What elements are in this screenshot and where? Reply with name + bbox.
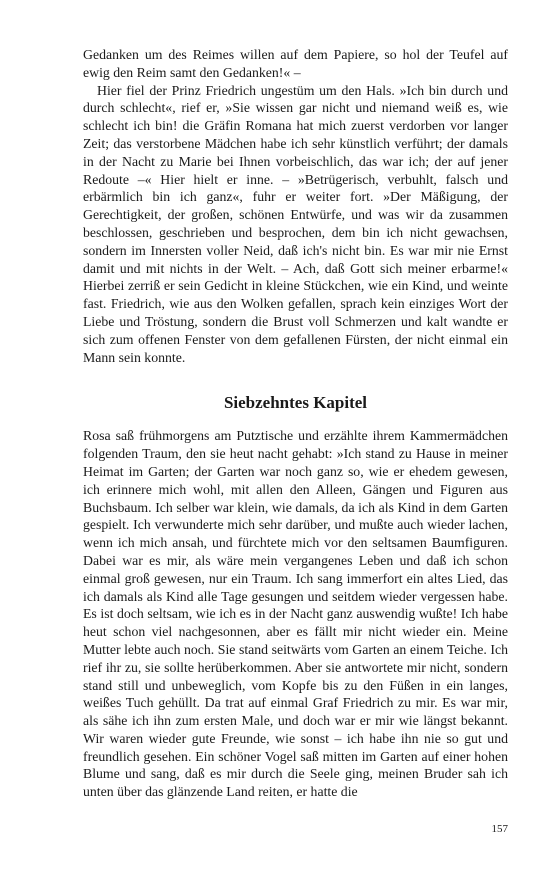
page-number: 157 — [491, 823, 508, 835]
paragraph-continuation: Gedanken um des Reimes willen auf dem Papiere, so hol der Teufel auf ewig den Reim samt den Gedanken!« – — [83, 47, 508, 80]
page-body — [83, 46, 508, 801]
chapter-title: Siebzehntes Kapitel — [223, 393, 368, 413]
paragraph-rosa-dream: Rosa saß frühmorgens am Putztische und erzählte ihrem Kammermädchen folgenden Traum, den sie heut nacht gehabt: »Ich stand zu Hause in meiner Heimat im Garten; der Garten war noch ganz so, wie er ehedem gewesen, ich erinnere mich wohl, mit allen den Alleen, Gängen und Figuren aus Buchsbaum. Ich selber war klein, wie damals, da ich als Kind in dem Garten gespielt. Ich verwunderte mich sehr darüber, und mußte auch wieder lachen, wenn ich mich ansah, und fürchtete mich vor den seltsamen Baumfiguren. Dabei war es mir, als wäre mein vergangenes Leben und daß ich schon einmal groß gewesen, nur ein Traum. Ich sang immerfort ein altes Lied, das ich damals als Kind alle Tage gesungen und seitdem wieder vergessen habe. Es ist doch seltsam, wie ich es in der Nacht ganz auswendig wußte! Ich habe heut schon viel nachgesonnen, aber es fällt mir nicht wieder ein. Meine Mutter lebte auch noch. Sie stand seitwärts vom Garten an einem Teiche. Ich rief ihr zu, sie sollte herüberkommen. Aber sie antwortete mir nicht, sondern stand still und unbeweglich, vom Kopfe bis zu den Füßen in ein langes, weißes Tuch gehüllt. Da trat auf einmal Graf Friedrich zu mir. Es war mir, als sähe ich ihn zum ersten Male, und doch war er mir wie längst bekannt. Wir waren wieder gute Freunde, wie sonst – ich habe ihn nie so gut und freundlich gesehen. Ein schöner Vogel saß mitten im Garten auf einer hohen Blume und sang, daß es mir durch die Seele ging, meinen Bruder sah ich unten über das glänzende Land reiten, er hatte die — [83, 428, 508, 800]
paragraph-prince-confession: Hier fiel der Prinz Friedrich ungestüm um den Hals. »Ich bin durch und durch schlecht«, rief er, »Sie wissen gar nicht und niemand weiß es, wie schlecht ich bin! die Gräfin Romana hat mich zuerst verdorben vor langer Zeit; das verstorbene Mädchen habe ich sehr künstlich verführt; der damals in der Nacht zu Marie bei Ihnen vorbeischlich, das war ich; der auf jener Redoute –« Hier hielt er inne. – »Betrügerisch, verbuhlt, falsch und erbärmlich bin ich ganz«, fuhr er weiter fort. »Der Mäßigung, der Gerechtigkeit, der großen, schönen Entwürfe, und was wir da zusammen beschlossen, geschrieben und besprochen, dem bin ich nicht gewachsen, sondern im Innersten voller Neid, daß ich's nicht bin. Es war mir nie Ernst damit und mit nichts in der Welt. – Ach, daß Gott sich meiner erbarme!« Hierbei zerriß er sein Gedicht in kleine Stückchen, wie ein Kind, und weinte fast. Friedrich, wie aus den Wolken gefallen, sprach kein einziges Wort der Liebe und Tröstung, sondern die Brust voll Schmerzen und kalt wandte er sich zum offenen Fenster von dem gefallenen Fürsten, der nicht einmal ein Mann sein konnte. — [83, 82, 508, 365]
